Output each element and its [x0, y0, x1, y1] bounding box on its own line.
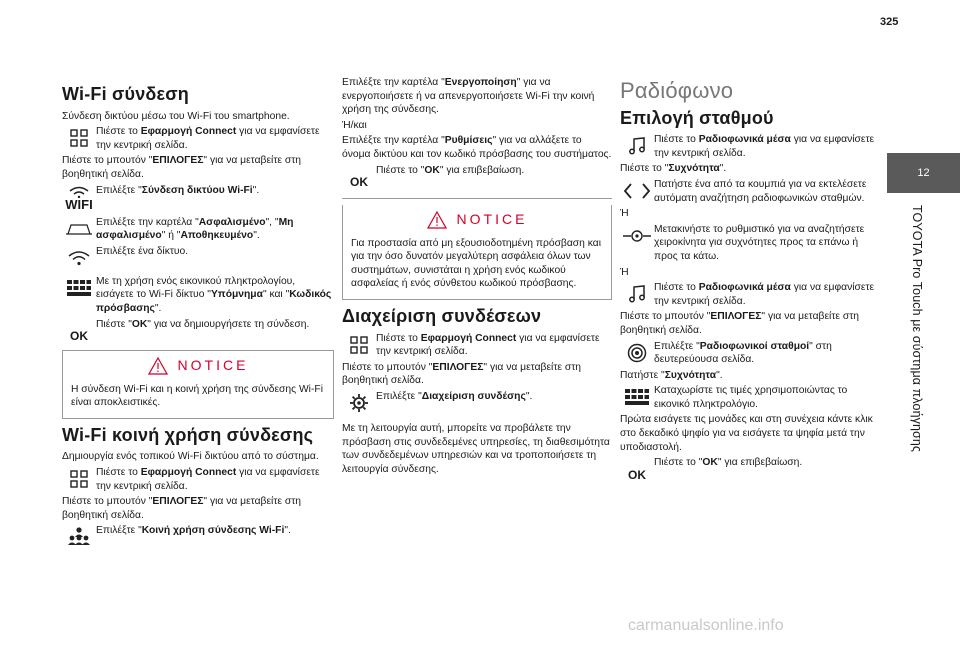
- apps-grid-icon: [342, 332, 376, 358]
- heading-wifi-sharing: Wi-Fi κοινή χρήση σύνδεσης: [62, 424, 314, 445]
- instruction-row: Επιλέξτε την καρτέλα "Ασφαλισμένο", "Μη ασφαλισμένο" ή "Αποθηκευμένο".: [62, 216, 334, 243]
- apps-grid-icon: [62, 125, 96, 151]
- paragraph: Πιέστε το "Συχνότητα".: [620, 163, 727, 175]
- ok-icon: OK: [350, 174, 368, 189]
- wifi-signal-icon: [62, 245, 96, 271]
- chevron-left-right-icon: [620, 178, 654, 204]
- watermark: carmanualsonline.info: [628, 617, 784, 634]
- ok-icon: OK: [70, 328, 88, 343]
- paragraph: Ή/και: [342, 119, 367, 131]
- instruction-row: OK Πιέστε το "OK" για επιβεβαίωση.: [620, 456, 882, 482]
- keyboard-icon: [620, 384, 654, 410]
- instruction-row: Πιέστε το Ραδιοφωνικά μέσα για να εμφανίσετε την κεντρική σελίδα.: [620, 281, 882, 308]
- instruction-row: Επιλέξτε "Κοινή χρήση σύνδεσης Wi-Fi".: [62, 524, 334, 550]
- apps-grid-icon: [62, 466, 96, 492]
- radio-station-icon: [620, 340, 654, 366]
- slider-icon: [620, 223, 654, 249]
- instruction-row: Μετακινήστε το ρυθμιστικό για να αναζητήσετε χειροκίνητα για συχνότητες προς τα επάνω ή προς τα κάτω.: [620, 223, 882, 264]
- instruction-row: OK Πιέστε το "OK" για επιβεβαίωση.: [342, 164, 612, 190]
- warning-triangle-icon: [427, 211, 447, 229]
- paragraph: Σύνδεση δικτύου μέσω του Wi-Fi του smartphone.: [62, 110, 290, 122]
- notice-box: [342, 205, 612, 300]
- paragraph: Ή: [620, 208, 629, 220]
- notice-title: NOTICE: [456, 210, 528, 227]
- paragraph: Πρώτα εισάγετε τις μονάδες και στη συνέχεια κάντε κλικ στο δεκαδικό ψηφίο για να εισάγετε τα ψηφία μετά την υποδιαστολή.: [620, 414, 873, 453]
- instruction-row: Καταχωρίστε τις τιμές χρησιμοποιώντας το εικονικό πληκτρολόγιο.: [620, 384, 882, 411]
- chapter-tab[interactable]: 12: [887, 153, 960, 193]
- column-1: [62, 78, 334, 552]
- keyboard-icon: [62, 275, 96, 301]
- column-3: [620, 78, 882, 484]
- paragraph: Δημιουργία ενός τοπικού Wi-Fi δικτύου από το σύστημα.: [62, 451, 319, 463]
- instruction-row: Επιλέξτε "Διαχείριση συνδέσης".: [342, 390, 612, 416]
- chapter-title-vertical: [900, 205, 948, 535]
- paragraph: Πιέστε το μπουτόν "ΕΠΙΛΟΓΕΣ" για να μεταβείτε στη βοηθητική σελίδα.: [62, 155, 302, 180]
- instruction-row: Πιέστε το Ραδιοφωνικά μέσα για να εμφανίσετε την κεντρική σελίδα.: [620, 133, 882, 160]
- paragraph: Με τη λειτουργία αυτή, μπορείτε να προβάλετε την πρόσβαση στις συνδεδεμένες υπηρεσίες, τη διαθεσιμότητα των συνδεδεμένων υπηρεσιών και να τροποποιήσετε τη λειτουργία σύνδεσης.: [342, 422, 610, 475]
- chapter-title: TOYOTA Pro Touch με σύστημα πλοήγησης: [910, 205, 924, 453]
- heading-radio: Ραδιόφωνο: [620, 78, 734, 103]
- instruction-row: Επιλέξτε ένα δίκτυο.: [62, 245, 334, 271]
- ok-icon: OK: [628, 467, 646, 482]
- tab-icon: [62, 216, 96, 242]
- divider: [342, 198, 612, 199]
- instruction-row: Πιέστε το Εφαρμογή Connect για να εμφανίσετε την κεντρική σελίδα.: [62, 466, 334, 493]
- paragraph: Πιέστε το μπουτόν "ΕΠΙΛΟΓΕΣ" για να μεταβείτε στη βοηθητική σελίδα.: [62, 496, 302, 521]
- paragraph: Επιλέξτε την καρτέλα "Ρυθμίσεις" για να αλλάξετε το όνομα δικτύου και τον κωδικό πρόσβασης του συστήματος.: [342, 135, 612, 160]
- music-note-icon: [620, 281, 654, 307]
- instruction-row: Επιλέξτε "Ραδιοφωνικοί σταθμοί" στη δευτερεύουσα σελίδα.: [620, 340, 882, 367]
- page-number: 325: [880, 16, 899, 28]
- paragraph: Επιλέξτε την καρτέλα "Ενεργοποίηση" για να ενεργοποιήσετε ή να απενεργοποιήσετε Wi-Fi την κοινή χρήση της σύνδεσης.: [342, 77, 595, 116]
- music-note-icon: [620, 133, 654, 159]
- instruction-row: Πιέστε το Εφαρμογή Connect για να εμφανίσετε την κεντρική σελίδα.: [62, 125, 334, 152]
- paragraph: Ή: [620, 266, 629, 278]
- wifi-icon-label: WIFI: [65, 196, 93, 212]
- instruction-row: WIFI Επιλέξτε "Σύνδεση δικτύου Wi-Fi".: [62, 184, 334, 214]
- notice-text: Η σύνδεση Wi-Fi και η κοινή χρήση της σύνδεσης Wi-Fi είναι αποκλειστικές.: [71, 383, 323, 409]
- gear-icon: [342, 390, 376, 416]
- notice-title: NOTICE: [177, 356, 249, 373]
- heading-wifi-connection: Wi-Fi σύνδεση: [62, 84, 189, 104]
- column-2: [342, 76, 612, 478]
- paragraph: Πιέστε το μπουτόν "ΕΠΙΛΟΓΕΣ" για να μεταβείτε στη βοηθητική σελίδα.: [342, 361, 582, 387]
- notice-text: Για προστασία από μη εξουσιοδοτημένη πρόσβαση και για την όσο δυνατόν μεγαλύτερη ασφάλεια όλων των συστημάτων, συνιστάται η χρήση ενός κωδικού ασφαλείας ή ενός σύνθετου κωδικού πρόσβασης.: [351, 237, 602, 290]
- heading-manage-connections: Διαχείριση συνδέσεων: [342, 305, 542, 326]
- paragraph: Πατήστε "Συχνότητα".: [620, 369, 723, 381]
- instruction-row: Πιέστε το Εφαρμογή Connect για να εμφανίσετε την κεντρική σελίδα.: [342, 332, 612, 359]
- instruction-row: Με τη χρήση ενός εικονικού πληκτρολογίου, εισάγετε το Wi-Fi δίκτυο "Υπόμνημα" και "Κωδικός πρόσβασης".: [62, 275, 334, 316]
- notice-box: [62, 350, 334, 419]
- instruction-row: OK Πιέστε "OK" για να δημιουργήσετε τη σύνδεση.: [62, 318, 334, 344]
- wifi-icon: [62, 184, 96, 214]
- paragraph: Πιέστε το μπουτόν "ΕΠΙΛΟΓΕΣ" για να μεταβείτε στη βοηθητική σελίδα.: [620, 311, 860, 336]
- warning-triangle-icon: [148, 357, 168, 375]
- instruction-row: Πατήστε ένα από τα κουμπιά για να εκτελέσετε αυτόματη αναζήτηση ραδιοφωνικών σταθμών.: [620, 178, 882, 205]
- heading-station-selection: Επιλογή σταθμού: [620, 107, 774, 128]
- users-icon: [62, 524, 96, 550]
